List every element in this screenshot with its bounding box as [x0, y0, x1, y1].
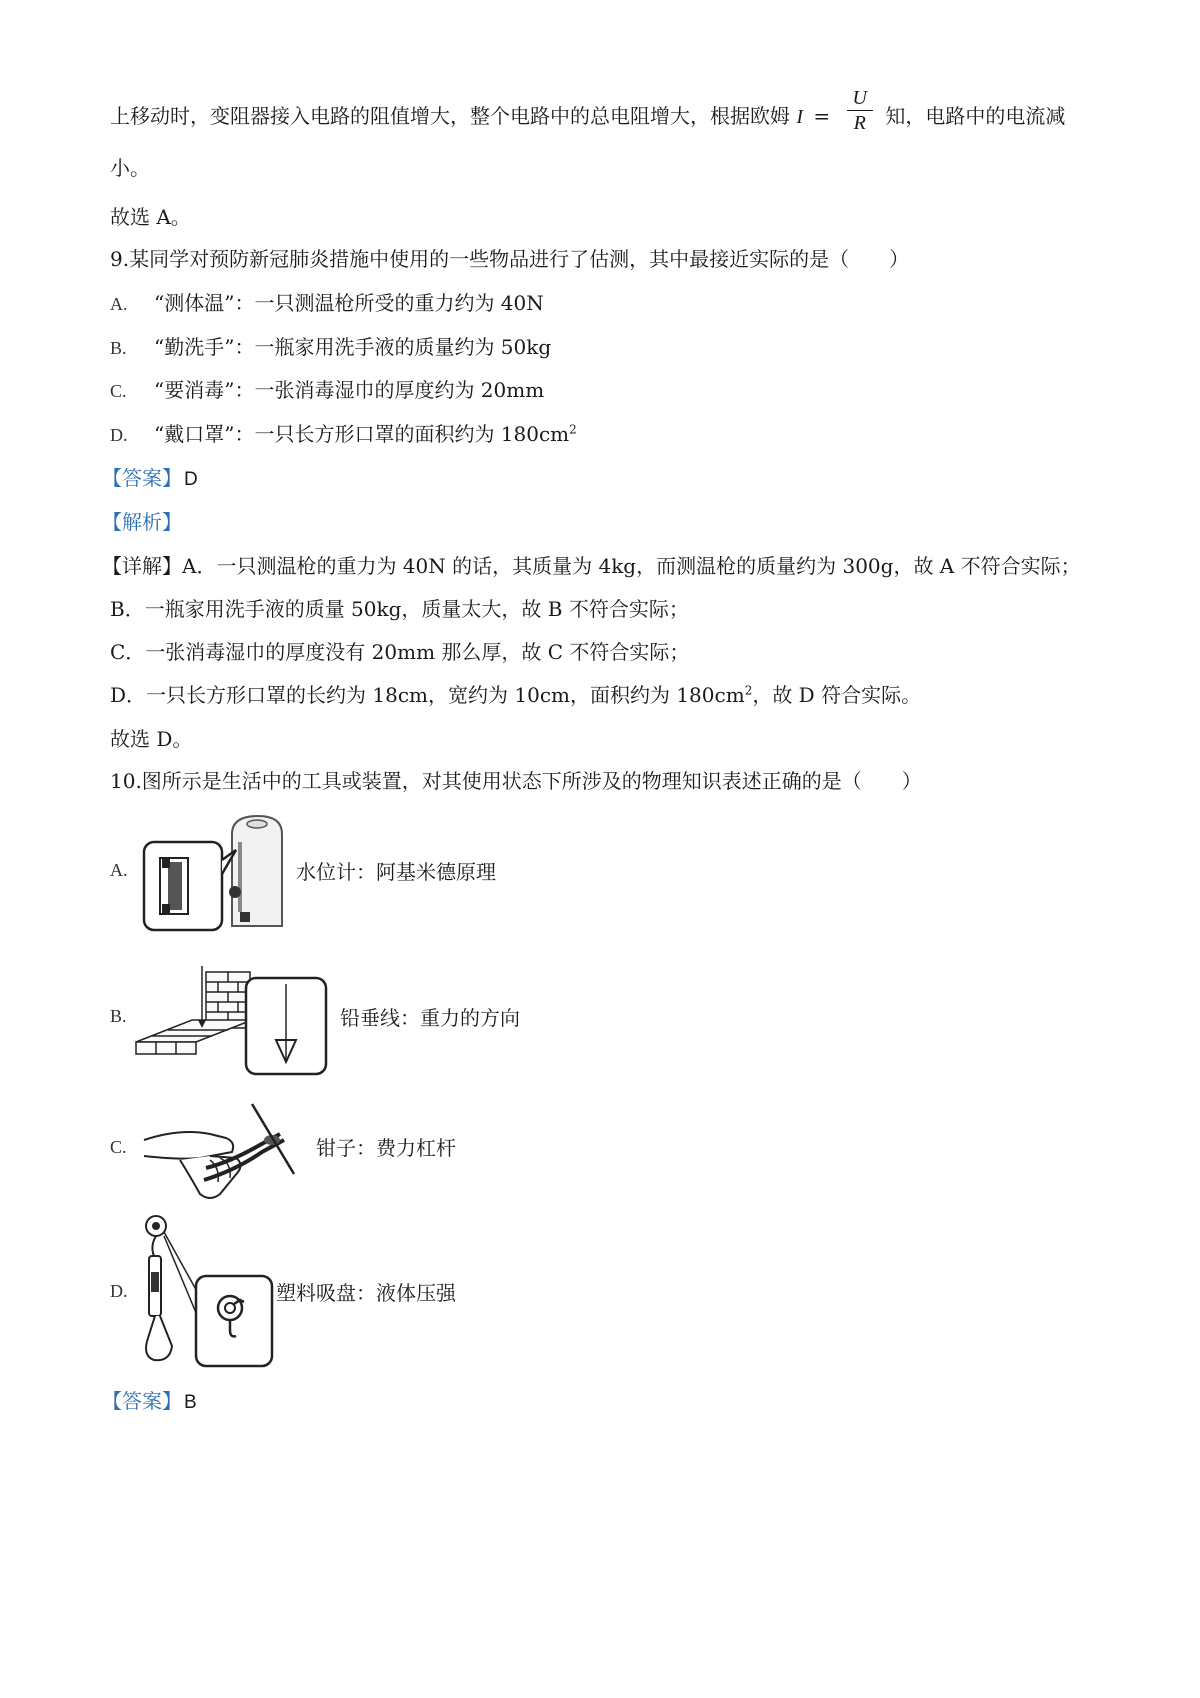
option-text: “勤洗手”：一瓶家用洗手液的质量约为 50kg — [154, 335, 552, 359]
answer-value: D — [184, 469, 198, 490]
q9-detail-4 — [110, 682, 921, 708]
q10-option-b-caption: 铅垂线：重力的方向 — [340, 1006, 520, 1030]
q9-option-d — [110, 421, 577, 448]
option-letter: C. — [110, 381, 127, 401]
q9-stem: 9.某同学对预防新冠肺炎措施中使用的一些物品进行了估测，其中最接近实际的是（ ） — [110, 247, 910, 271]
q10-answer — [102, 1388, 197, 1416]
detail-text-tail: ，故 D 符合实际。 — [752, 683, 922, 707]
q9-detail-3: C．一张消毒湿巾的厚度没有 20mm 那么厚，故 C 不符合实际； — [110, 640, 690, 664]
superscript: 2 — [569, 422, 577, 437]
answer-label: 【答案】 — [102, 466, 182, 490]
option-letter: B. — [110, 338, 127, 358]
q10-option-b-letter: B. — [110, 1006, 127, 1026]
q10-option-a-caption: 水位计：阿基米德原理 — [296, 860, 496, 884]
option-text: “测体温”：一只测温枪所受的重力约为 40N — [154, 291, 544, 315]
q10-option-a-letter: A. — [110, 860, 128, 880]
option-text: “要消毒”：一张消毒湿巾的厚度约为 20mm — [154, 378, 545, 402]
ohm-fraction — [847, 86, 873, 135]
water-gauge-boiler-icon — [140, 812, 290, 932]
q10-option-c-letter: C. — [110, 1137, 127, 1157]
q9-option-c — [110, 377, 544, 404]
q9-option-a — [110, 290, 544, 317]
option-text: “戴口罩”：一只长方形口罩的面积约为 180cm — [154, 422, 570, 446]
q9-analysis-label: 【解析】 — [102, 510, 182, 534]
top-conclusion: 故选 A。 — [110, 205, 191, 229]
plumb-line-wall-icon — [132, 962, 332, 1080]
formula-eq: = — [813, 104, 831, 128]
option-letter: D. — [110, 425, 128, 445]
suction-cup-hook-icon — [140, 1212, 276, 1368]
answer-value: B — [184, 1392, 197, 1413]
q10-stem: 10.图所示是生活中的工具或装置，对其使用状态下所涉及的物理知识表述正确的是（ ） — [110, 769, 922, 793]
detail-text: D．一只长方形口罩的长约为 18cm，宽约为 10cm，面积约为 180cm — [110, 683, 745, 707]
q9-detail-1: 【详解】A．一只测温枪的重力为 40N 的话，其质量为 4kg，而测温枪的质量约为 300g，故 A 不符合实际； — [102, 554, 1081, 578]
text-after-formula: 知，电路中的电流减 — [885, 104, 1066, 128]
q9-conclusion: 故选 D。 — [110, 727, 193, 751]
continuation-line-2: 小。 — [110, 156, 150, 180]
formula-lhs: I — [796, 106, 804, 128]
answer-label: 【答案】 — [102, 1389, 182, 1413]
q9-answer — [102, 465, 198, 493]
text-before-formula: 上移动时，变阻器接入电路的阻值增大，整个电路中的总电阻增大，根据欧姆 — [110, 104, 790, 128]
superscript: 2 — [744, 683, 753, 698]
option-letter: A. — [110, 294, 128, 314]
q9-detail-2: B．一瓶家用洗手液的质量 50kg，质量太大，故 B 不符合实际； — [110, 597, 689, 621]
fraction-numerator: U — [847, 86, 873, 111]
q10-option-c-caption: 钳子：费力杠杆 — [316, 1136, 456, 1160]
pliers-hand-icon — [140, 1098, 310, 1202]
continuation-line-1 — [110, 87, 1066, 135]
fraction-denominator: R — [853, 112, 866, 134]
q9-option-b — [110, 334, 551, 361]
q10-option-d-caption: 塑料吸盘：液体压强 — [276, 1281, 456, 1305]
q10-option-d-letter: D. — [110, 1281, 128, 1301]
